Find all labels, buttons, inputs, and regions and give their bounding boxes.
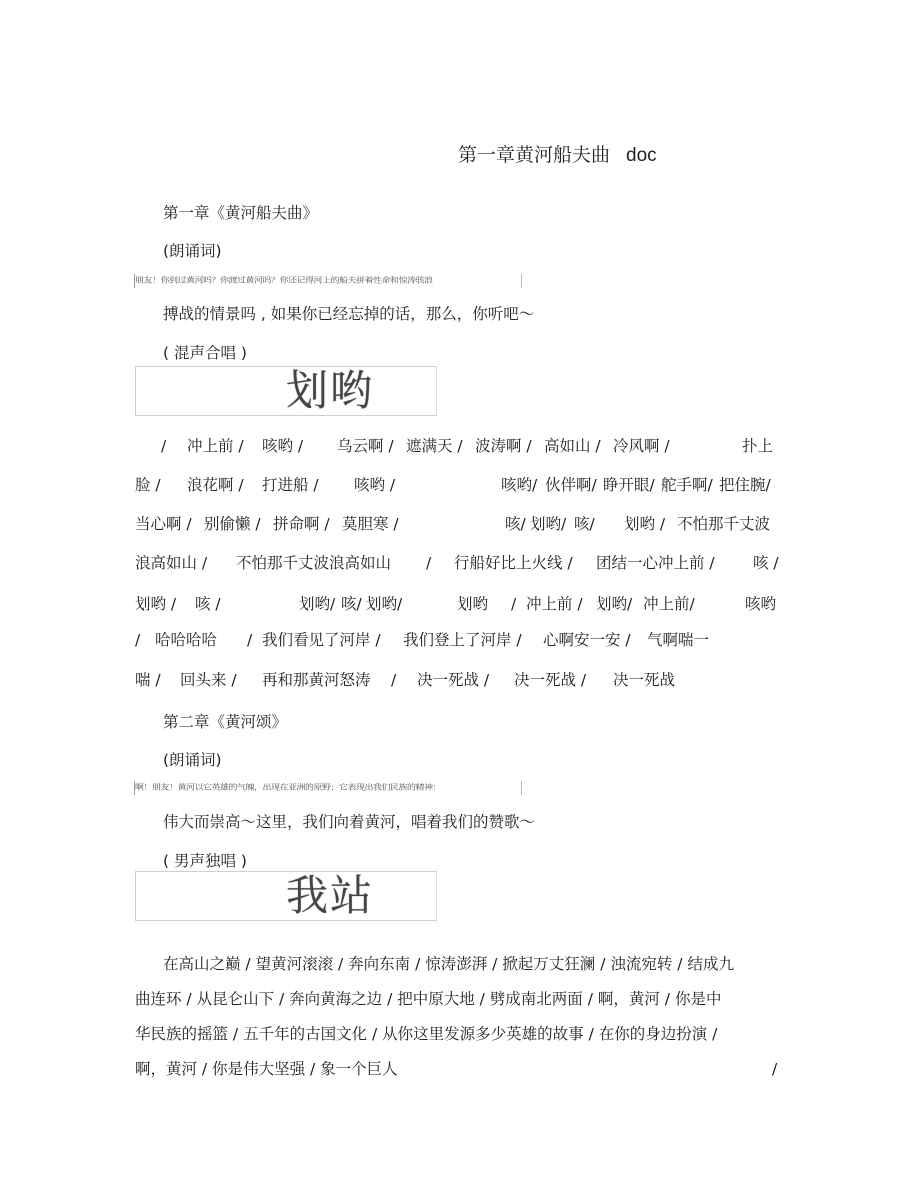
lyric-segment: 划哟 /	[624, 515, 666, 533]
lyric-segment: 冲上前/	[643, 595, 695, 613]
lyric-segment: 我们登上了河岸 /	[403, 631, 522, 649]
lyric-segment: 决一死战 /	[514, 671, 587, 689]
lyric-segment: 扑上	[742, 437, 774, 455]
lyric-segment: 喘 /	[135, 671, 161, 689]
trailing-slash: /	[772, 1060, 778, 1078]
lyric-segment: 划哟/	[530, 515, 567, 533]
lyric-segment: 高如山 /	[544, 437, 601, 455]
title-suffix: doc	[626, 145, 657, 166]
lyric-segment: 气啊喘一	[647, 631, 710, 649]
lyric-segment: 团结一心冲上前 /	[596, 554, 715, 572]
lyric-segment: 浪高如山 /	[135, 554, 208, 572]
lyric-segment: 遮满天 /	[406, 437, 463, 455]
lyric-segment: 伙伴啊/	[545, 476, 597, 494]
lyric-segment: 咳哟 /	[262, 437, 304, 455]
lyric-segment: /	[511, 595, 517, 613]
lyric-segment: 回头来 /	[180, 671, 237, 689]
lyric-segment: /	[247, 631, 253, 649]
lyric-segment: 我们看见了河岸 /	[262, 631, 381, 649]
chapter-2-solo-tag: ( 男声独唱 )	[163, 852, 247, 870]
lyric-segment: 冲上前 /	[187, 437, 244, 455]
lyric-segment: 划哟/	[366, 595, 403, 613]
lyric-segment: 波涛啊 /	[475, 437, 532, 455]
lyric-line: 曲连环 / 从昆仑山下 / 奔向黄海之边 / 把中原大地 / 劈成南北两面 / 啊，黄河 / 你是中	[135, 990, 722, 1008]
lyric-segment: 浪花啊 /	[187, 476, 244, 494]
chapter-1-heading: 第一章《黄河船夫曲》	[163, 204, 319, 222]
lyric-segment: /	[426, 554, 432, 572]
lyric-segment: 咳 /	[195, 595, 221, 613]
chapter-2-banner-image	[135, 871, 437, 921]
lyric-segment: 当心啊 /	[135, 515, 192, 533]
lyric-segment: 心啊安一安 /	[543, 631, 631, 649]
chapter-1-chorus-tag: ( 混声合唱 )	[163, 344, 247, 362]
chapter-2-heading: 第二章《黄河颂》	[163, 713, 288, 731]
lyric-segment: 莫胆寒 /	[342, 515, 399, 533]
lyric-segment: 冷风啊 /	[613, 437, 670, 455]
lyric-segment: 哈哈哈哈	[155, 631, 218, 649]
lyric-segment: 拼命啊 /	[273, 515, 330, 533]
lyric-segment: 划哟/	[299, 595, 336, 613]
lyric-line: 啊，黄河 / 你是伟大坚强 / 象一个巨人	[135, 1060, 398, 1078]
lyric-segment: 划哟	[457, 595, 489, 613]
lyric-segment: 打进船 /	[262, 476, 319, 494]
chapter-2-recite-tag: (朗诵词)	[163, 751, 222, 769]
chapter-1-scan-noise-line: 朋友！你到过黄河吗？你渡过黄河吗？你还记得河上的船夫拼着性命和惊涛骇浪	[134, 274, 522, 288]
title-main: 第一章黄河船夫曲	[458, 144, 611, 166]
lyric-segment: 睁开眼/	[603, 476, 655, 494]
lyric-segment: 脸 /	[135, 476, 161, 494]
chapter-2-banner-text: 我站	[286, 871, 375, 920]
chapter-1-banner-text: 划哟	[286, 366, 375, 415]
lyric-segment: 不怕那千丈波	[677, 515, 771, 533]
lyric-line: 在高山之巅 / 望黄河滚滚 / 奔向东南 / 惊涛澎湃 / 掀起万丈狂澜 / 浊流宛转 / 结成九	[163, 955, 734, 973]
chapter-2-narration: 伟大而崇高～这里，我们向着黄河，唱着我们的赞歌～	[163, 813, 536, 831]
lyric-segment: 冲上前 /	[526, 595, 583, 613]
document-title	[458, 140, 657, 167]
lyric-segment: 划哟/	[596, 595, 633, 613]
lyric-line: 华民族的摇篮 / 五千年的古国文化 / 从你这里发源多少英雄的故事 / 在你的身边扮演 /	[135, 1025, 718, 1043]
lyric-segment: 咳 /	[753, 554, 779, 572]
lyric-segment: 舵手啊/	[661, 476, 713, 494]
lyric-segment: 咳/	[574, 515, 595, 533]
lyric-segment: /	[391, 671, 397, 689]
lyric-segment: 把住腕/	[719, 476, 771, 494]
lyric-segment: 划哟 /	[135, 595, 177, 613]
lyric-segment: 咳/	[505, 515, 526, 533]
lyric-segment: 决一死战 /	[417, 671, 490, 689]
lyric-segment: 咳哟 /	[354, 476, 396, 494]
chapter-1-banner-image	[135, 366, 437, 416]
lyric-segment: 再和那黄河怒涛	[262, 671, 371, 689]
lyric-segment: 不怕那千丈波浪高如山	[236, 554, 392, 572]
lyric-segment: 咳/	[341, 595, 362, 613]
lyric-segment: 行船好比上火线 /	[454, 554, 573, 572]
chapter-1-recite-tag: (朗诵词)	[163, 242, 222, 260]
lyric-segment: 咳哟/	[501, 476, 538, 494]
lyric-segment: 咳哟	[745, 595, 777, 613]
lyric-segment: 别偷懒 /	[204, 515, 261, 533]
chapter-1-narration: 搏战的情景吗 , 如果你已经忘掉的话，那么，你听吧～	[163, 305, 535, 323]
chapter-2-scan-noise-line: 啊！朋友！黄河以它英雄的气魄，出现在亚洲的原野；它表现出我们民族的精神：	[134, 781, 522, 795]
lyric-segment: /	[135, 631, 141, 649]
lyric-segment: 决一死战	[613, 671, 676, 689]
lyric-segment: 乌云啊 /	[337, 437, 394, 455]
lyric-segment: /	[161, 437, 167, 455]
